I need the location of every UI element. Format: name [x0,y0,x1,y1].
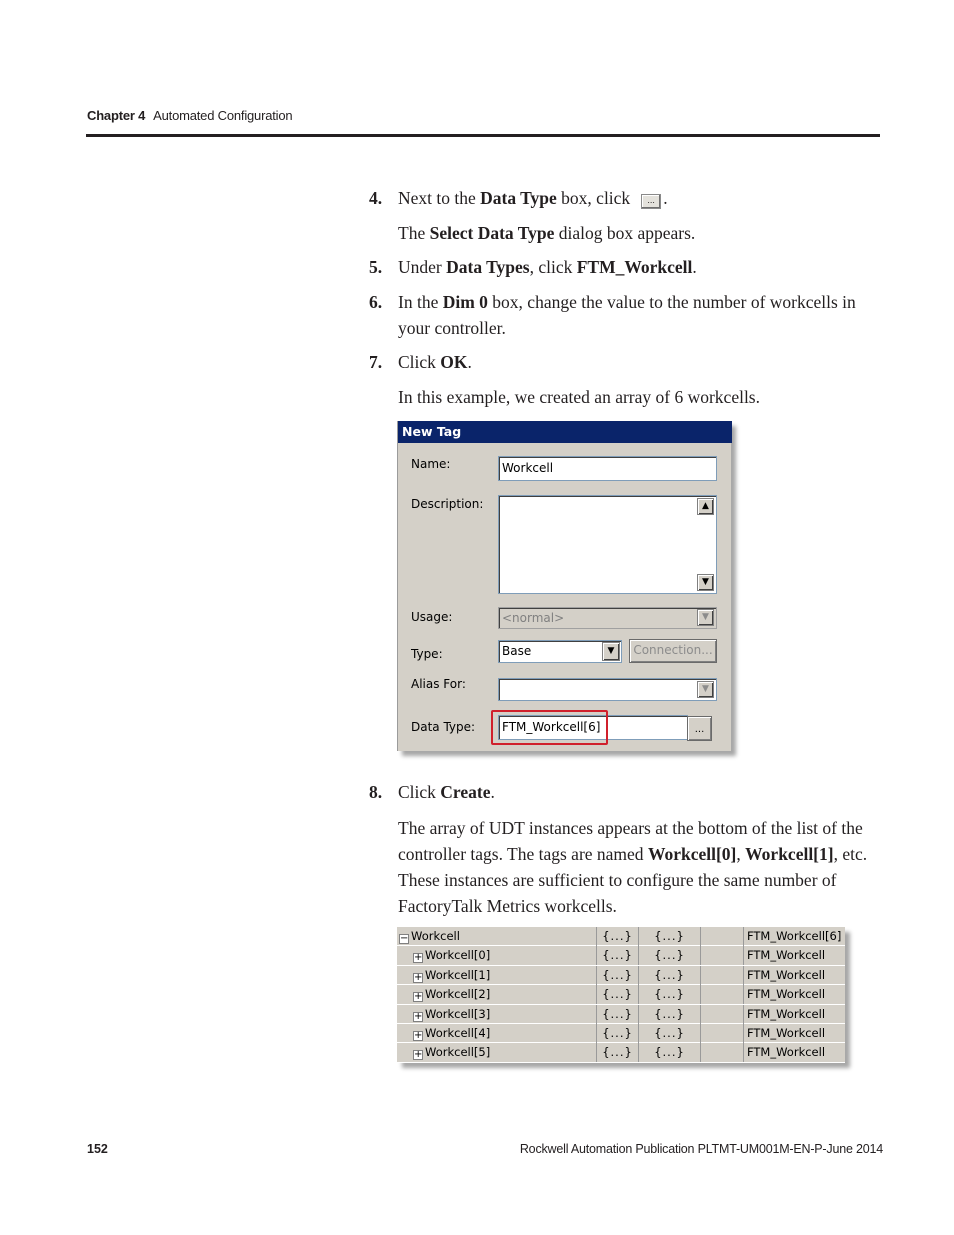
tag-value: {...} [597,927,639,946]
datatype-label: Data Type: [411,720,476,734]
step-number: 7. [369,352,383,372]
tag-value: {...} [597,1043,639,1062]
tag-force-mask: {...} [639,985,701,1004]
tag-force-mask: {...} [639,927,701,946]
expand-icon[interactable]: + [414,971,423,983]
tag-data-type: FTM_Workcell [747,1006,826,1021]
tag-value: {...} [597,985,639,1004]
step-number: 5. [369,257,383,277]
step-text: Click OK. [398,352,472,372]
tag-value: {...} [597,1024,639,1043]
expand-icon[interactable]: + [414,1010,423,1022]
datatype-highlight-box [491,710,608,745]
step-number: 4. [369,188,383,208]
page-number: 152 [87,1142,108,1156]
tag-data-type: FTM_Workcell [747,1045,826,1060]
alias-label: Alias For: [411,677,466,691]
usage-label: Usage: [411,610,453,624]
dialog-titlebar: New Tag [398,421,732,443]
type-label: Type: [411,647,443,661]
tag-name: Workcell[0] [425,948,491,963]
tag-data-type: FTM_Workcell [747,987,826,1002]
step-7-note: In this example, we created an array of 6 workcells. [398,387,760,407]
datatype-input[interactable]: FTM_Workcell[6] [498,715,688,740]
step-8-note: The array of UDT instances appears at the bottom of the list of the controller tags. The tags are named Workcell[0], Workcell[1], etc. These instances are sufficient to configure the same number of FactoryTalk Metrics workcells. [398,818,868,916]
header-rule [86,134,880,137]
step-number: 8. [369,782,383,802]
scroll-up-icon[interactable]: ▲ [697,498,714,515]
tag-force-mask: {...} [639,1024,701,1043]
tag-force-mask: {...} [639,1005,701,1024]
usage-dropdown-icon[interactable]: ▼ [697,609,714,626]
step-number: 6. [369,292,383,312]
type-select[interactable]: Base [498,640,622,663]
tag-name: Workcell[2] [425,987,491,1002]
table-row[interactable] [397,966,845,985]
running-header [87,108,292,123]
alias-dropdown-icon[interactable]: ▼ [697,681,714,698]
description-label: Description: [411,497,484,511]
chapter-title: Automated Configuration [153,108,293,123]
usage-select[interactable]: <normal> [498,607,717,629]
expand-icon[interactable]: + [414,1049,423,1061]
description-textarea[interactable] [498,495,717,594]
expand-icon[interactable]: + [414,952,423,964]
chapter-label: Chapter 4 [87,108,146,123]
tag-data-type: FTM_Workcell [747,967,826,982]
alias-select[interactable] [498,678,717,701]
new-tag-dialog [397,421,731,751]
controller-tags-list [397,927,845,1063]
browse-button-icon: ... [641,194,661,209]
table-row[interactable] [397,1005,845,1024]
tag-name: Workcell [411,929,460,943]
tag-force-mask: {...} [639,1043,701,1062]
table-row[interactable] [397,1043,845,1062]
name-label: Name: [411,457,451,471]
expand-icon[interactable]: + [414,991,423,1003]
connection-button[interactable]: Connection... [629,639,717,663]
publication-id: Rockwell Automation Publication PLTMT-UM001M-EN-P-June 2014 [519,1142,883,1156]
tag-name: Workcell[3] [425,1006,491,1021]
datatype-browse-button[interactable]: ... [687,716,712,741]
scroll-down-icon[interactable]: ▼ [697,574,714,591]
tag-force-mask: {...} [639,966,701,985]
tag-value: {...} [597,1005,639,1024]
tag-data-type: FTM_Workcell [747,948,826,963]
table-row[interactable] [397,985,845,1004]
step-text: Next to the Data Type box, click ... . [398,188,668,208]
tag-force-mask: {...} [639,946,701,965]
step-text: Click Create. [398,782,495,802]
step-text: In the Dim 0 box, change the value to the number of workcells in your controller. [398,292,856,338]
name-input[interactable]: Workcell [498,456,717,481]
step-text: Under Data Types, click FTM_Workcell. [398,257,697,277]
table-row[interactable] [397,1024,845,1043]
tag-data-type: FTM_Workcell [747,1026,826,1040]
step-4-note: The Select Data Type dialog box appears. [398,223,696,243]
table-row[interactable] [397,946,845,965]
table-row[interactable] [397,927,845,946]
tag-name: Workcell[1] [425,967,491,982]
type-dropdown-icon[interactable]: ▼ [602,642,620,661]
tag-name: Workcell[5] [425,1045,491,1060]
tag-data-type: FTM_Workcell[6] [747,929,842,943]
collapse-icon[interactable]: − [400,933,409,944]
tag-name: Workcell[4] [425,1026,491,1040]
tag-value: {...} [597,966,639,985]
tag-value: {...} [597,946,639,965]
expand-icon[interactable]: + [414,1030,423,1041]
